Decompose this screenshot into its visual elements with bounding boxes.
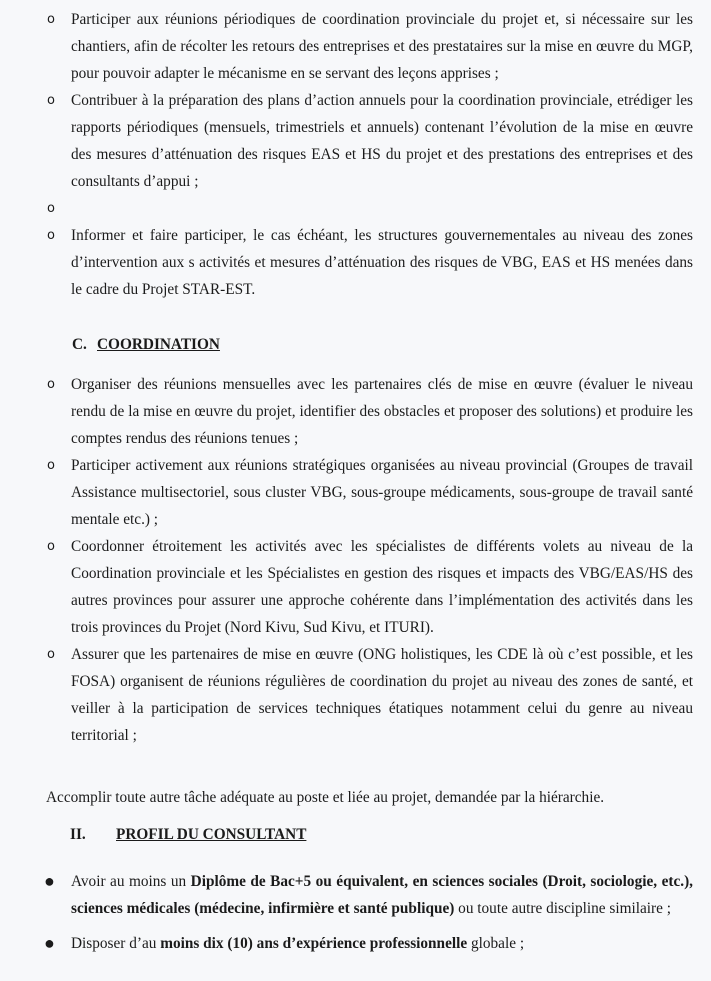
list-item: o Assurer que les partenaires de mise en œuvre (ONG holistiques, les CDE là où c’est possible, et les FOSA) organisent de réunions régulières de coordination du projet au niveau des zones de santé, et veiller à la participation de services techniques étatiques notamment celui du genre au niveau territorial ; — [0, 641, 711, 749]
hollow-bullet-icon: o — [47, 647, 55, 662]
bullet-icon: ● — [44, 871, 55, 891]
list-item: o Coordonner étroitement les activités avec les spécialistes de différents volets au niveau de la Coordination provinciale et les Spécialistes en gestion des risques et impacts des VBG/EAS/HS des autres provinces pour assurer une approche cohérente dans l’implémentation des activités dans les trois provinces du Projet (Nord Kivu, Sud Kivu, et ITURI). — [0, 533, 711, 641]
list-item: ● Avoir au moins un Diplôme de Bac+5 ou équivalent, en sciences sociales (Droit, sociologie, etc.), sciences médicales (médecine, infirmière et santé publique) ou toute autre discipline similaire ; — [0, 868, 711, 922]
profile-list — [0, 868, 711, 957]
hollow-bullet-icon: o — [47, 93, 55, 108]
list-item: o Participer activement aux réunions stratégiques organisées au niveau provincial (Groupes de travail Assistance multisectoriel, sous cluster VBG, sous-groupe médicaments, sous-groupe de travail santé mentale etc.) ; — [0, 452, 711, 533]
list-item-empty — [0, 195, 711, 222]
bullet-icon: ● — [44, 933, 55, 953]
section-heading-coordination: C. COORDINATION — [72, 336, 220, 353]
list-item: o Participer aux réunions périodiques de coordination provinciale du projet et, si nécessaire sur les chantiers, afin de récolter les retours des entreprises et des prestataires sur la mise en œuvre du MGP, pour pouvoir adapter le mécanisme en se servant des leçons apprises ; — [0, 6, 711, 87]
list-item: o Organiser des réunions mensuelles avec les partenaires clés de mise en œuvre (évaluer le niveau rendu de la mise en œuvre du projet, identifier des obstacles et proposer des solutions) et produire les comptes rendus des réunions tenues ; — [0, 371, 711, 452]
hollow-bullet-icon: o — [47, 539, 55, 554]
hollow-bullet-icon: o — [47, 228, 55, 243]
closing-sentence: Accomplir toute autre tâche adéquate au poste et liée au projet, demandée par la hiérarchie. — [46, 789, 605, 806]
responsibilities-list-2 — [0, 371, 711, 749]
hollow-bullet-icon: o — [47, 458, 55, 473]
hollow-bullet-icon: o — [47, 12, 55, 27]
list-item: ● Disposer d’au moins dix (10) ans d’expérience professionnelle globale ; — [0, 930, 711, 957]
hollow-bullet-icon: o — [47, 377, 55, 392]
responsibilities-list-1 — [0, 6, 711, 303]
section-heading-profil: II. PROFIL DU CONSULTANT — [70, 826, 307, 843]
list-item: o Contribuer à la préparation des plans d’action annuels pour la coordination provinciale, etrédiger les rapports périodiques (mensuels, trimestriels et annuels) contenant l’évolution de la mise en œuvre des mesures d’atténuation des risques EAS et HS du projet et des prestations des entreprises et des consultants d’appui ; — [0, 87, 711, 195]
hollow-bullet-icon: o — [47, 201, 55, 216]
list-item: o Informer et faire participer, le cas échéant, les structures gouvernementales au niveau des zones d’intervention aux s activités et mesures d’atténuation des risques de VBG, EAS et HS menées dans le cadre du Projet STAR-EST. — [0, 222, 711, 303]
